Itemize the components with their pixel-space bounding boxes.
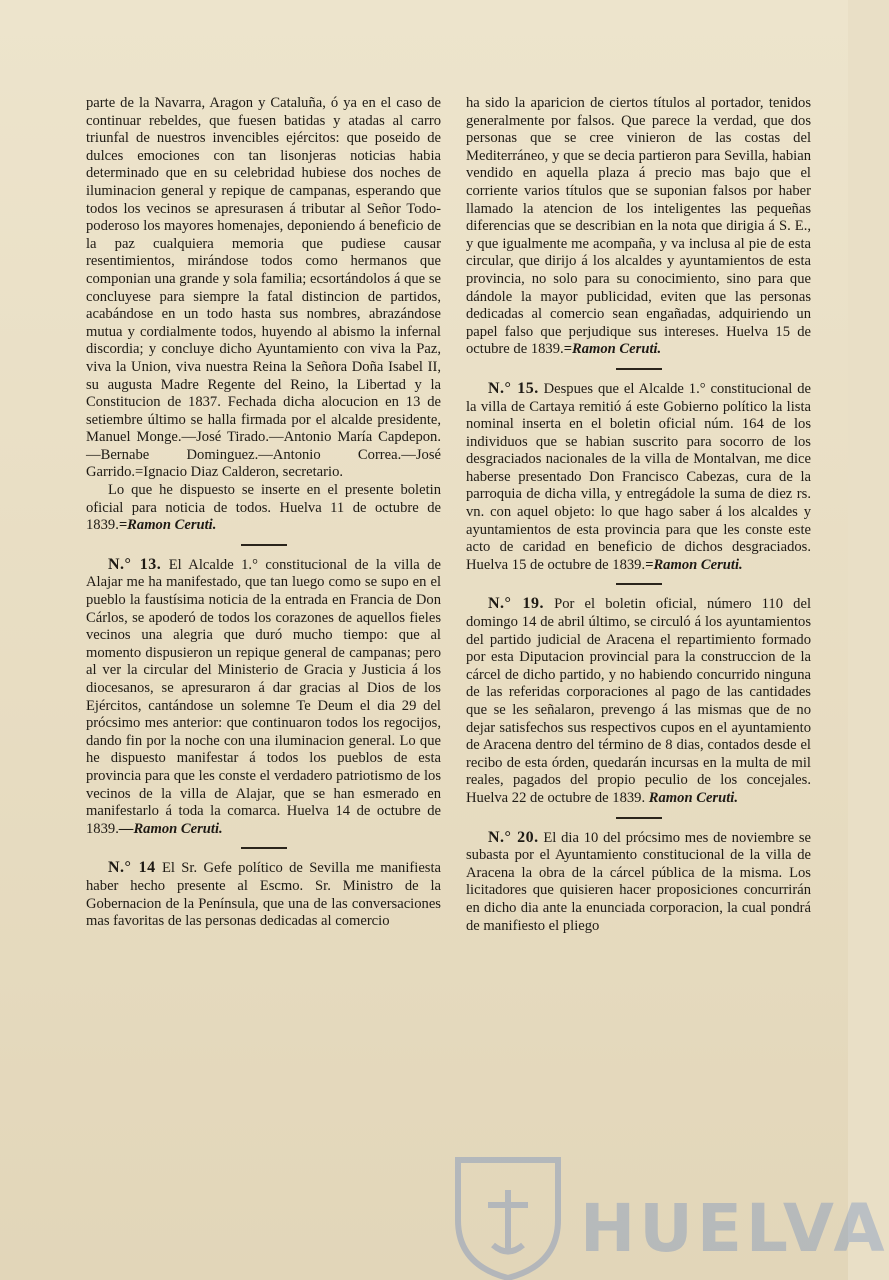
- entry-14: [86, 859, 441, 930]
- separator-rule: [241, 847, 287, 849]
- right-column: [466, 95, 811, 935]
- watermark-text: HUELVA: [580, 1190, 889, 1267]
- signature: =Ramon Ceruti.: [645, 556, 743, 573]
- entry-19: [466, 595, 811, 807]
- entry-text: Despues que el Alcalde 1.° constitucional de la villa de Cartaya remitió á este Gobierno político la lista nominal inserta en el boletin oficial núm. 164 de los individuos que se habian suscrito para socorro de los desgraciados nacionales de la villa de Montalvan, me dice haberse presentado Don Francisco Cabezas, cura de la parroquia de dicha villa, y entregádole la suma de diez rs. vn. con aquel objeto: lo que hago saber á los alcaldes y ayuntamientos de esta provincia para que les conste este acto de caridad en beneficio de dichos desgraciados. Huelva 15 de octubre de 1839.: [466, 380, 812, 573]
- entry-text: El Sr. Gefe político de Sevilla me manifiesta haber hecho presente al Escmo. Sr. Ministro de la Gobernacion de la Península, que una de las conversaciones mas favoritas de las personas dedicadas al comercio: [86, 860, 442, 930]
- entry-number: N.° 13.: [108, 555, 162, 573]
- signature: =Ramon Ceruti.: [118, 517, 217, 534]
- paragraph-continuation: [466, 95, 811, 359]
- archive-watermark: [448, 1150, 889, 1280]
- separator-rule: [241, 544, 287, 546]
- signature: —Ramon Ceruti.: [118, 820, 223, 837]
- entry-number: N.° 14: [108, 859, 156, 877]
- entry-text: El Alcalde 1.° constitucional de la villa de Alajar me ha manifestado, que tan luego como se supo en el pueblo la faustísima noticia de la entrada en Francia de Don Cárlos, se apoderó de todos los corazones de aquellos fieles vecinos una alegria que duró mucho tiempo: que al momento dispusieron un repique general de campanas; pero al ver la circular del Ministerio de Gracia y Justicia á los diocesanos, se apresuraron á dar gracias al Dios de los Ejércitos, cantándose un solemne Te Deum el dia 29 del prócsimo mes anterior: que continuaron todos los regocijos, dando fin por la noche con una iluminacion general. Lo que he dispuesto manifestar á todos los pueblos de esta provincia para que les conste el verdadero patriotismo de los vecinos de la villa de Alajar, que se han esmerado en manifestarlo á toda la comarca. Huelva 14 de octubre de 1839.: [86, 556, 442, 837]
- shield-icon: [448, 1150, 568, 1280]
- signature: Ramon Ceruti.: [648, 789, 738, 806]
- entry-number: N.° 15.: [488, 379, 539, 397]
- paragraph-continuation: parte de la Navarra, Aragon y Cataluña, ó ya en el caso de continuar rebeldes, que fuesen batidas y atadas al carro triunfal de nuestros invencibles ejércitos: que poseido de dulces emociones con tan lisonjeras noticias habia determinado que en su celebridad hubiese dos noches de iluminacion general y repique de campanas, esperando que todos los vecinos se apresurasen á tributar al Señor Todo-poderoso los mayores homenajes, deponiendo á beneficio de la paz cualquiera memoria que pudiese causar resentimientos, mirándose todos como hermanos que componian una grande y sola familia; ecsortándolos á que se concluyese para siempre la fatal distincion de partidos, acabándose en un todo hasta sus nombres, abrazándose mutua y cordialmente todos, huyendo al abismo la infernal discordia; y concluye dicho Ayuntamiento con viva la Paz, viva la Union, viva nuestra Reina la Señora Doña Isabel II, su augusta Madre Regente del Reino, la Libertad y la Constitucion de 1837. Fechada dicha alocucion en 13 de setiembre último se halla firmada por el alcalde presidente, Manuel Monge.—José Tirado.—Antonio María Capdepon.—Bernabe Dominguez.—Antonio Correa.—José Garrido.=Ignacio Diaz Calderon, secretario.: [86, 95, 441, 481]
- separator-rule: [616, 368, 662, 370]
- continuation-text: ha sido la aparicion de ciertos títulos al portador, tenidos generalmente por falsos. Que parece la verdad, que dos personas que se cree vinieron de las costas del Mediterráneo, y que se decia partieron para Sevilla, habian vendido en aquella plaza á precio mas bajo que el corriente varios títulos que se suponian falsos por haber llamado la atencion de los inteligentes las pequeñas diferencias que se describian en la nota que dirigia á S. E., y que igualmente me acompaña, y va inclusa al pie de esta circular, que dirijo á los alcaldes y ayuntamientos de esta provincia, no solo para su conocimiento, sino para que dándole la mayor publicidad, eviten que las personas dedicadas al comercio sean engañadas, adquiriendo un papel falso que perjudique sus intereses. Huelva 15 de octubre de 1839.: [466, 95, 811, 358]
- publication-note-text: Lo que he dispuesto se inserte en el presente boletin oficial para noticia de todos. Huelva 11 de octubre de 1839.: [86, 482, 441, 534]
- entry-number: N.° 20.: [488, 828, 539, 846]
- paragraph-publication-note: [86, 482, 441, 535]
- entry-text: Por el boletin oficial, número 110 del domingo 14 de abril último, se circuló á los ayuntamientos del partido judicial de Aracena el repartimiento formado por esta Diputacion provincial para la construccion de la cárcel de dicho partido, y no habiendo concurrido ninguna de las referidas corporaciones al pago de las cantidades que se les señalaron, prevengo á las mismas que de no dejar satisfechos sus respectivos cupos en el ayuntamiento de Aracena dentro del término de 8 dias, contados desde el recibo de esta órden, quedarán incursas en la multa de mil reales, pagados del propio peculio de los concejales. Huelva 22 de octubre de 1839.: [466, 596, 811, 806]
- separator-rule: [616, 583, 662, 585]
- entry-15: [466, 380, 811, 575]
- entry-13: [86, 556, 441, 839]
- signature: =Ramon Ceruti.: [563, 341, 662, 358]
- entry-20: [466, 829, 811, 936]
- left-column: [86, 95, 441, 931]
- separator-rule: [616, 817, 662, 819]
- entry-text: El dia 10 del prócsimo mes de noviembre se subasta por el Ayuntamiento constitucional de la villa de Aracena la obra de la cárcel pública de la misma. Los licitadores que quisieren hacer proposiciones concurrirán en dicho dia ante la enunciada corporacion, la cual pondrá de manifiesto el pliego: [466, 829, 811, 934]
- entry-number: N.° 19.: [488, 595, 544, 613]
